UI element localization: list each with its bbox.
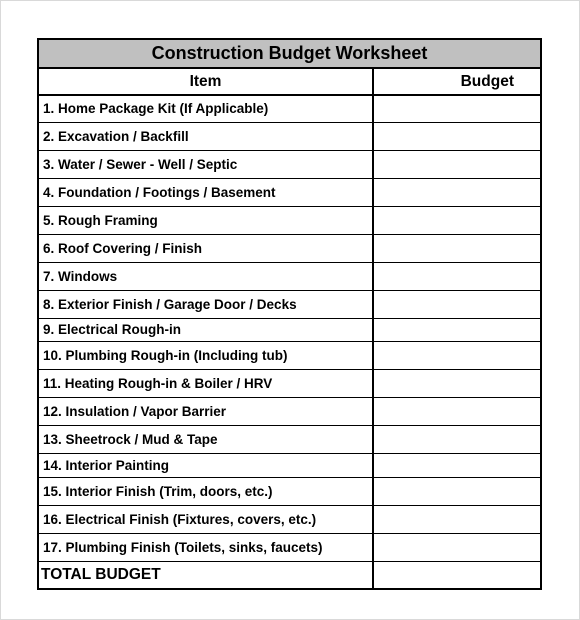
table-row: [39, 453, 540, 477]
budget-entry-cell[interactable]: [373, 95, 540, 122]
budget-entry-cell[interactable]: [373, 290, 540, 318]
item-column-header: Item: [39, 69, 373, 95]
table-row: [39, 318, 540, 341]
budget-entry-cell[interactable]: [373, 453, 540, 477]
total-budget-value-cell[interactable]: [373, 561, 540, 588]
budget-entry-cell[interactable]: [373, 533, 540, 561]
table-row: [39, 234, 540, 262]
budget-entry-cell[interactable]: [373, 178, 540, 206]
budget-entry-cell[interactable]: [373, 262, 540, 290]
line-item-label: 12. Insulation / Vapor Barrier: [39, 397, 373, 425]
table-row: [39, 122, 540, 150]
budget-entry-cell[interactable]: [373, 369, 540, 397]
line-item-label: 14. Interior Painting: [39, 453, 373, 477]
budget-entry-cell[interactable]: [373, 150, 540, 178]
line-item-label: 6. Roof Covering / Finish: [39, 234, 373, 262]
budget-entry-cell[interactable]: [373, 505, 540, 533]
budget-entry-cell[interactable]: [373, 122, 540, 150]
line-item-label: 5. Rough Framing: [39, 206, 373, 234]
line-item-label: 9. Electrical Rough-in: [39, 318, 373, 341]
line-item-label: 16. Electrical Finish (Fixtures, covers, etc.): [39, 505, 373, 533]
total-row: [39, 561, 540, 588]
table-row: [39, 397, 540, 425]
budget-entry-cell[interactable]: [373, 425, 540, 453]
table-row: [39, 477, 540, 505]
table-row: [39, 262, 540, 290]
line-item-label: 7. Windows: [39, 262, 373, 290]
table-row: [39, 206, 540, 234]
line-item-label: 1. Home Package Kit (If Applicable): [39, 95, 373, 122]
table-row: [39, 425, 540, 453]
header-row: [39, 69, 540, 95]
budget-table: [39, 69, 540, 588]
total-budget-label: TOTAL BUDGET: [39, 561, 373, 588]
budget-entry-cell[interactable]: [373, 234, 540, 262]
table-row: [39, 150, 540, 178]
table-body: [39, 95, 540, 588]
budget-column-header: Budget: [373, 69, 540, 95]
line-item-label: 13. Sheetrock / Mud & Tape: [39, 425, 373, 453]
table-row: [39, 95, 540, 122]
budget-entry-cell[interactable]: [373, 341, 540, 369]
budget-entry-cell[interactable]: [373, 206, 540, 234]
line-item-label: 8. Exterior Finish / Garage Door / Decks: [39, 290, 373, 318]
worksheet-title: Construction Budget Worksheet: [39, 40, 540, 69]
budget-entry-cell[interactable]: [373, 397, 540, 425]
line-item-label: 4. Foundation / Footings / Basement: [39, 178, 373, 206]
budget-entry-cell[interactable]: [373, 318, 540, 341]
table-row: [39, 341, 540, 369]
table-row: [39, 533, 540, 561]
line-item-label: 2. Excavation / Backfill: [39, 122, 373, 150]
line-item-label: 11. Heating Rough-in & Boiler / HRV: [39, 369, 373, 397]
budget-worksheet: [37, 38, 542, 590]
budget-entry-cell[interactable]: [373, 477, 540, 505]
table-row: [39, 290, 540, 318]
table-row: [39, 178, 540, 206]
line-item-label: 10. Plumbing Rough-in (Including tub): [39, 341, 373, 369]
line-item-label: 3. Water / Sewer - Well / Septic: [39, 150, 373, 178]
line-item-label: 15. Interior Finish (Trim, doors, etc.): [39, 477, 373, 505]
table-row: [39, 505, 540, 533]
line-item-label: 17. Plumbing Finish (Toilets, sinks, faucets): [39, 533, 373, 561]
table-row: [39, 369, 540, 397]
